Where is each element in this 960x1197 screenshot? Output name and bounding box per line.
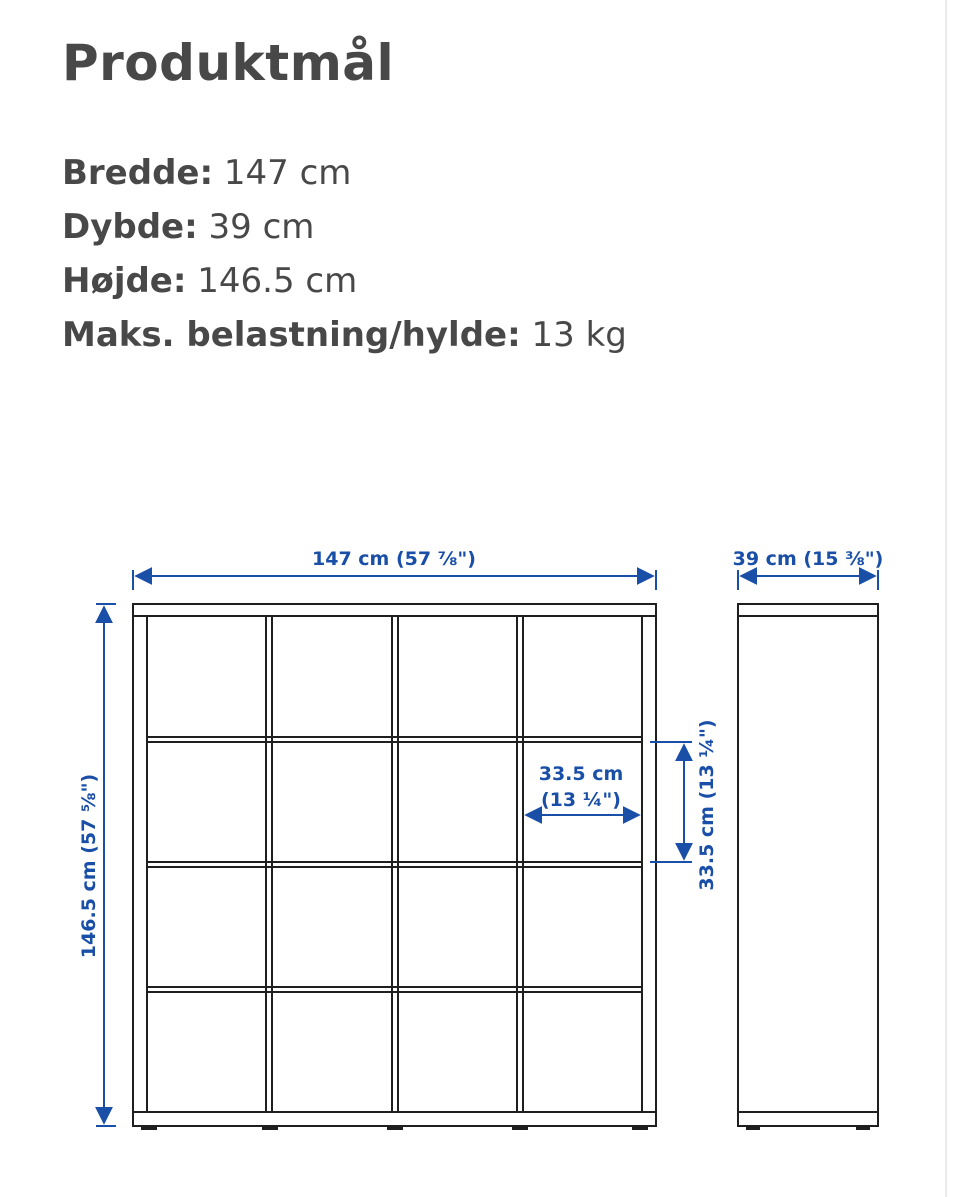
foot bbox=[387, 1126, 403, 1130]
width-label: 147 cm (57 ⅞") bbox=[312, 548, 476, 570]
front-view bbox=[133, 604, 656, 1126]
foot bbox=[141, 1126, 157, 1130]
spec-label: Højde: bbox=[62, 261, 187, 301]
foot bbox=[746, 1126, 760, 1130]
front-outline bbox=[133, 604, 656, 1126]
cell-width-label-line1: 33.5 cm bbox=[538, 763, 624, 785]
spec-value: 147 cm bbox=[223, 153, 352, 193]
spec-label: Bredde: bbox=[62, 153, 214, 193]
depth-label: 39 cm (15 ⅜") bbox=[732, 548, 884, 570]
spec-label: Maks. belastning/hylde: bbox=[62, 315, 521, 355]
page-title: Produktmål bbox=[62, 34, 395, 92]
foot bbox=[632, 1126, 648, 1130]
spec-value: 13 kg bbox=[531, 315, 627, 355]
foot bbox=[512, 1126, 528, 1130]
foot bbox=[262, 1126, 278, 1130]
side-outline bbox=[738, 604, 878, 1126]
height-label: 146.5 cm (57 ⅝") bbox=[78, 773, 100, 959]
foot bbox=[856, 1126, 870, 1130]
spec-value: 39 cm bbox=[208, 207, 315, 247]
cell-height-label: 33.5 cm (13 ¼") bbox=[696, 719, 718, 891]
dimension-labels bbox=[78, 548, 883, 958]
spec-value: 146.5 cm bbox=[197, 261, 358, 301]
dimension-lines bbox=[96, 570, 878, 1126]
cell-width-label-line2: (13 ¼") bbox=[541, 789, 621, 811]
spec-label: Dybde: bbox=[62, 207, 198, 247]
side-view bbox=[738, 604, 878, 1126]
